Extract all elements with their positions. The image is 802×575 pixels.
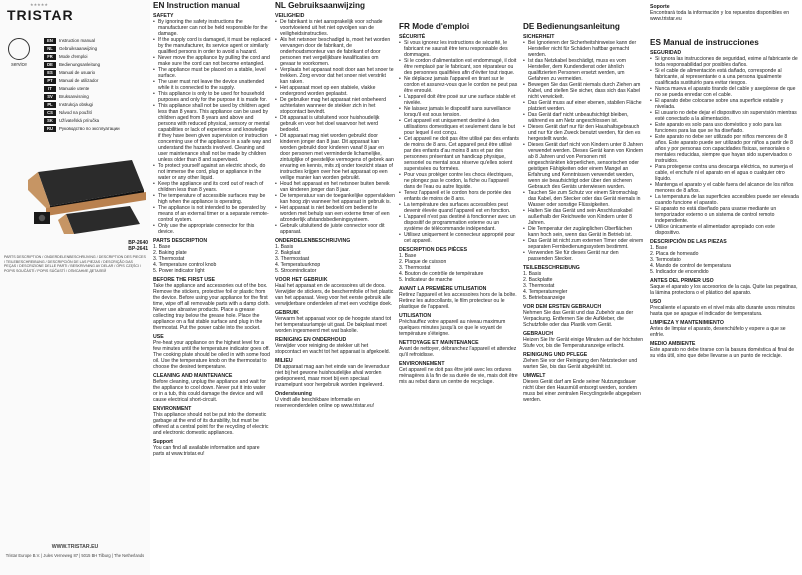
safety-bullet: • Ne déplacez jamais l'appareil en tirant sur le cordon et assurez-vous que le cordon ne peut pas être enroulé. bbox=[399, 76, 519, 94]
brand-logo: TRISTAR bbox=[7, 7, 74, 23]
en-support-text: You can find all available information and spare parts at www.tristar.eu! bbox=[153, 445, 260, 457]
safety-bullet: • La temperatura de las superficies accesibles puede ser elevada cuando funcione el aparato. bbox=[650, 194, 800, 206]
de-title: DE Bedienungsanleitung bbox=[523, 22, 620, 31]
en-before-text: Take the appliance and accessories out of the box. Remove the stickers, protective foil or plastic from the device. Before using your appliance for the first time, wipe off all removable parts with a damp cloth. Never use abrasive products. Place a grease collecting tray below the grease hole. Place the appliance on a flat stable surface and plug in the thermostat. Put the power cable into the socket. bbox=[153, 283, 270, 331]
safety-bullet: • Utilisez uniquement le connecteur approprié pour cet appareil. bbox=[399, 232, 519, 244]
safety-bullet: • Este aparato es solo para uso doméstico y solo para las funciones para las que se ha diseñado. bbox=[650, 122, 800, 134]
en-parts-list bbox=[153, 244, 271, 274]
fr-clean-heading: NETTOYAGE ET MAINTENANCE bbox=[399, 340, 479, 346]
de-parts-list bbox=[523, 271, 644, 301]
part-item: 5. Stroomindicator bbox=[275, 268, 317, 274]
safety-bullet: • Cet appareil ne doit pas être utilisé par des enfants de moins de 8 ans. Cet appareil peut être utilisé par des enfants d'au moins 8 ans et par des personnes présentant un handicap physique, sensoriel ou mental sous réserve qu'elles soient supervisées ou formées. bbox=[399, 136, 519, 172]
en-use-text: Pre-heat your appliance on the highest level for a few minutes until the temperature indicator goes off. The cooking plate should be oiled in with some food oil. Use the temperature knob on the thermostat to choose the desired temperature. bbox=[153, 340, 270, 370]
model-number: BP-2641 bbox=[128, 246, 148, 252]
safety-bullet: • Utilice únicamente el alimentador apropiado con este dispositivo. bbox=[650, 224, 800, 236]
language-name: Instrukcja obsługi bbox=[59, 102, 93, 107]
part-item: 3. Thermostat bbox=[399, 265, 431, 271]
safety-bullet: • Never move the appliance by pulling the cord and make sure the cord can not become entangled. bbox=[153, 55, 271, 67]
de-clean-heading: REINIGUNG UND PFLEGE bbox=[523, 352, 588, 358]
language-code: SK bbox=[44, 118, 56, 124]
es-bullet-list bbox=[650, 56, 800, 236]
part-item: 5. Indicador de encendido bbox=[650, 269, 709, 275]
safety-bullet: • Si vous ignorez les instructions de sécurité, le fabricant ne saurait être tenu responsable des dommages. bbox=[399, 40, 519, 58]
es-support-text: Encontrará toda la información y los repuestos disponibles en www.tristar.eu bbox=[650, 10, 790, 22]
en-clean-text: Before cleaning, unplug the appliance and wait for the appliance to cool down. Never put it into water or in a tub, this could damage the device and will cause electrical short-circuit. bbox=[153, 379, 266, 403]
safety-bullet: • Este aparato no debe ser utilizado por niños menores de 8 años. Este aparato puede ser utilizado por niños a partir de 8 años y por personas con capacidades físicas, sensoriales o mentales reducidas, siempre que hayan sido supervisados o instruidos. bbox=[650, 134, 800, 164]
language-name: Návod na použití bbox=[59, 110, 92, 115]
safety-bullet: • Ist das Netzkabel beschädigt, muss es vom Hersteller, dem Kundendienst oder ähnlich qualifizierten Personen ersetzt werden, um Gefahren zu vermeiden. bbox=[523, 58, 644, 82]
safety-bullet: • The user must not leave the device unattended while it is connected to the supply. bbox=[153, 79, 271, 91]
safety-bullet: • Halten Sie das Gerät und sein Anschlusskabel außerhalb der Reichweite von Kindern unter 8 Jahren. bbox=[523, 208, 644, 226]
es-column bbox=[650, 0, 800, 575]
en-support-heading: Support bbox=[153, 439, 173, 445]
safety-bullet: • Verwenden Sie für dieses Gerät nur den passenden Stecker. bbox=[523, 250, 644, 262]
es-parts-heading: DESCRIPCIÓN DE LAS PIEZAS bbox=[650, 239, 727, 245]
safety-bullet: • If the supply cord is damaged, it must be replaced by the manufacturer, its service agent or similarly qualified persons in order to avoid a hazard. bbox=[153, 37, 271, 55]
safety-bullet: • Als het netsnoer beschadigd is, moet het worden vervangen door de fabrikant, de onderhoudsmonteur van de fabrikant of door personen met vergelijkbare kwalificaties om gevaar te voorkomen. bbox=[275, 37, 395, 67]
es-use-heading: USO bbox=[650, 299, 662, 305]
en-clean-heading: CLEANING AND MAINTENANCE bbox=[153, 373, 233, 379]
nl-safety-heading: VEILIGHEID bbox=[275, 13, 305, 19]
part-item: 3. Termostato bbox=[650, 257, 681, 263]
language-code: NL bbox=[44, 46, 56, 52]
es-clean-text: Antes de limpiar el aparato, desenchúfelo y espere a que se enfríe. bbox=[650, 326, 786, 338]
brand-stars-icon: ★★★★★ bbox=[30, 2, 48, 7]
fr-title: FR Mode d'emploi bbox=[399, 22, 470, 31]
fr-env-heading: ENVIRONNEMENT bbox=[399, 361, 445, 367]
en-parts-heading: PARTS DESCRIPTION bbox=[153, 238, 208, 244]
part-item: 2. Baking plate bbox=[153, 250, 187, 256]
product-image bbox=[24, 150, 146, 234]
en-use-heading: USE bbox=[153, 334, 164, 340]
safety-bullet: • El usuario no debe dejar el dispositivo sin supervisión mientras esté conectado a la alimentación. bbox=[650, 110, 800, 122]
service-label: service bbox=[11, 62, 27, 68]
de-clean-text: Ziehen Sie vor der Reinigung den Netzstecker und warten Sie, bis das Gerät abgekühlt ist. bbox=[523, 358, 638, 370]
language-item bbox=[44, 61, 144, 68]
address: Tristar Europe B.V. | Jules Verneweg 87 | 5015 BH Tilburg | The Netherlands bbox=[5, 553, 145, 558]
language-item bbox=[44, 85, 144, 92]
language-item bbox=[44, 101, 144, 108]
language-item bbox=[44, 69, 144, 76]
safety-bullet: • Houd het apparaat en het netsnoer buiten bereik van kinderen jonger dan 8 jaar. bbox=[275, 181, 395, 193]
de-before-text: Nehmen Sie das Gerät und das Zubehör aus der Verpackung. Entfernen Sie die Aufkleber, die Schutzfolie oder das Plastik vom Gerät. bbox=[523, 310, 634, 328]
de-parts-heading: TEILEBESCHREIBUNG bbox=[523, 265, 580, 271]
service-badge bbox=[4, 38, 34, 68]
language-code: FR bbox=[44, 54, 56, 60]
part-item: 4. Temperatuurknop bbox=[275, 262, 321, 268]
fr-use-heading: UTILISATION bbox=[399, 313, 432, 319]
language-name: Instruction manual bbox=[59, 38, 95, 43]
fr-safety-heading: SÉCURITÉ bbox=[399, 34, 426, 40]
en-safety-intro: • By ignoring the safety instructions the manufacturer can not be held responsible for the damage. bbox=[153, 19, 271, 37]
language-code: PL bbox=[44, 102, 56, 108]
model-numbers bbox=[96, 240, 148, 252]
nl-column bbox=[275, 0, 395, 575]
fr-env-text: Cet appareil ne doit pas être jeté avec les ordures ménagères à la fin de sa durée de vie, mais doit être mis au rebut dans un centre de recyclage. bbox=[399, 367, 518, 385]
language-item bbox=[44, 109, 144, 116]
language-name: Manual de utilizador bbox=[59, 78, 99, 83]
de-safety-heading: SICHERHEIT bbox=[523, 34, 555, 40]
part-item: 2. Bakplaat bbox=[275, 250, 301, 256]
safety-bullet: • This appliance is only to be used for household purposes and only for the purpose it is made for. bbox=[153, 91, 271, 103]
safety-bullet: • Het apparaat is niet bedoeld om bediend te worden met behulp van een externe timer of een afzonderlijk afstandsbedieningsysteem. bbox=[275, 205, 395, 223]
part-item: 4. Temperature control knob bbox=[153, 262, 217, 268]
en-before-heading: BEFORE THE FIRST USE bbox=[153, 277, 215, 283]
es-safety-heading: SEGURIDAD bbox=[650, 50, 682, 56]
de-bullet-list bbox=[523, 40, 644, 262]
part-item: 1. Base bbox=[399, 253, 417, 259]
part-item: 3. Thermostaat bbox=[275, 256, 310, 262]
safety-bullet: • Si ignora las instrucciones de seguridad, exime al fabricante de toda responsabilidad por posibles daños. bbox=[650, 56, 800, 68]
language-code: EN bbox=[44, 38, 56, 44]
safety-bullet: • Si le cordon d'alimentation est endommagé, il doit être remplacé par le fabricant, son réparateur ou des personnes qualifiées afin d'éviter tout risque. bbox=[399, 58, 519, 76]
service-circle-icon bbox=[8, 38, 30, 60]
de-env-heading: UMWELT bbox=[523, 373, 546, 379]
language-code: RU bbox=[44, 126, 56, 132]
language-name: Bruksanvisning bbox=[59, 94, 89, 99]
nl-clean-text: Verwijder voor reiniging de stekker uit het stopcontact en wacht tot het apparaat is afgekoeld. bbox=[275, 343, 390, 355]
language-item bbox=[44, 37, 144, 44]
part-item: 5. Power indicator light bbox=[153, 268, 205, 274]
cover-panel bbox=[0, 0, 150, 575]
language-item bbox=[44, 77, 144, 84]
language-item bbox=[44, 53, 144, 60]
nl-before-text: Haal het apparaat en de accessoires uit de doos. Verwijder de stickers, de beschermfolie of het plastic van het apparaat. Veeg voor het eerste gebruik alle verwijderbare onderdelen af met een vochtige doek. bbox=[275, 283, 394, 307]
nl-use-heading: GEBRUIK bbox=[275, 310, 299, 316]
safety-bullet: • This appliance shall not be used by children aged less than 8 years. This appliance can be used by children aged from 8 years and above and persons with reduced physical, sensory or mental capabilities or lack of experience and knowledge if they have been given supervision or instruction concerning use of the appliance in a safe way and understand the hazards involved. Cleaning and user maintenance shall not be made by children unless older than 8 and supervised. bbox=[153, 103, 271, 163]
safety-bullet: • Dit apparaat mag niet worden gebruikt door kinderen jonger dan 8 jaar. Dit apparaat kan worden gebruikt door kinderen vanaf 8 jaar en door personen met verminderde lichamelijke, zintuiglijke of geestelijke vermogens of gebrek aan ervaring en kennis, mits zij onder toezicht staan of instructies krijgen over hoe het apparaat op een veilige manier kan worden gebruikt. bbox=[275, 133, 395, 181]
safety-bullet: • De gebruiker mag het apparaat niet onbeheerd achterlaten wanneer de stekker zich in het stopcontact bevindt. bbox=[275, 97, 395, 115]
language-name: Руководство по эксплуатации bbox=[59, 126, 120, 131]
language-name: Užívateľská príručka bbox=[59, 118, 100, 123]
temperature-knob-icon bbox=[39, 215, 45, 221]
safety-bullet: • El aparato no está diseñado para usarse mediante un temporizador externo o un sistema de control remoto independiente. bbox=[650, 206, 800, 224]
safety-bullet: • Das Gerät ist nicht zum externen Timer oder einem separaten Fernbedienungssystem bestimmt. bbox=[523, 238, 644, 250]
es-clean-heading: LIMPIEZA Y MANTENIMIENTO bbox=[650, 320, 724, 326]
safety-bullet: • De fabrikant is niet aansprakelijk voor schade voortvloeiend uit het niet opvolgen van de veiligheidsinstructies. bbox=[275, 19, 395, 37]
safety-bullet: • Only use the appropriate connector for this device. bbox=[153, 223, 271, 235]
part-item: 5. Indicateur de marche bbox=[399, 277, 453, 283]
language-code: CS bbox=[44, 110, 56, 116]
language-code: PT bbox=[44, 78, 56, 84]
fr-clean-text: Avant de nettoyer, débranchez l'appareil et attendez qu'il refroidisse. bbox=[399, 346, 517, 358]
es-env-heading: MEDIO AMBIENTE bbox=[650, 341, 696, 347]
de-env-text: Dieses Gerät darf am Ende seiner Nutzungsdauer nicht über den Hausmüll entsorgt werden, sondern muss bei einer zentralen Recyclingstelle abgegeben werden. bbox=[523, 379, 641, 403]
fr-before-heading: AVANT LA PREMIÈRE UTILISATION bbox=[399, 286, 487, 292]
nl-parts-heading: ONDERDELENBESCHRIJVING bbox=[275, 238, 351, 244]
safety-bullet: • Tenez l'appareil et le cordon hors de portée des enfants de moins de 8 ans. bbox=[399, 190, 519, 202]
safety-bullet: • El aparato debe colocarse sobre una superficie estable y nivelada. bbox=[650, 98, 800, 110]
part-item: 1. Basis bbox=[523, 271, 542, 277]
fr-parts-heading: DESCRIPTION DES PIÈCES bbox=[399, 247, 468, 253]
de-before-heading: VOR DEM ERSTEN GEBRAUCH bbox=[523, 304, 602, 310]
es-parts-list bbox=[650, 245, 800, 275]
safety-bullet: • Nunca mueva el aparato tirando del cable y asegúrese de que no se pueda enredar con el cable. bbox=[650, 86, 800, 98]
language-name: Manual de usuario bbox=[59, 70, 96, 75]
language-code: SV bbox=[44, 94, 56, 100]
safety-bullet: • Het apparaat moet op een stabiele, vlakke ondergrond worden geplaatst. bbox=[275, 85, 395, 97]
fr-parts-list bbox=[399, 253, 519, 283]
safety-bullet: • The appliance is not intended to be operated by means of an external timer or a separate remote-control system. bbox=[153, 205, 271, 223]
safety-bullet: • Pour vous protéger contre les chocs électriques, ne plongez pas le cordon, la fiche ou l'appareil dans de l'eau ou autre liquide. bbox=[399, 172, 519, 190]
nl-title: NL Gebruiksaanwijzing bbox=[275, 1, 365, 10]
fr-bullet-list bbox=[399, 40, 519, 244]
fr-before-text: Retirez l'appareil et les accessoires hors de la boîte. Retirez les autocollants, le film protecteur ou le plastique de l'appareil. bbox=[399, 292, 517, 310]
language-code: IT bbox=[44, 86, 56, 92]
part-item: 3. Thermostat bbox=[153, 256, 185, 262]
safety-bullet: • Gebruik uitsluitend de juiste connector voor dit apparaat. bbox=[275, 223, 395, 235]
safety-bullet: • Dieses Gerät darf nicht von Kindern unter 8 Jahren verwendet werden. Dieses Gerät kann von Kindern ab 8 Jahren und von Personen mit eingeschränkten körperlichen, sensorischen oder geistigen Fähigkeiten oder einem Mangel an Erfahrung und Kenntnissen verwendet werden, wenn sie beaufsichtigt oder über den sicheren Gebrauch des Geräts unterwiesen wurden. bbox=[523, 142, 644, 190]
safety-bullet: • Die Temperatur der zugänglichen Oberflächen kann hoch sein, wenn das Gerät in Betrieb ist. bbox=[523, 226, 644, 238]
language-name: Bedienungsanleitung bbox=[59, 62, 101, 67]
safety-bullet: • De temperatuur van de toegankelijke oppervlakken kan hoog zijn wanneer het apparaat in gebruik is. bbox=[275, 193, 395, 205]
language-code: DE bbox=[44, 62, 56, 68]
part-codes: PARTS DESCRIPTION / ONDERDELENBESCHRIJVING / DESCRIPTION DES PIECES / TEILEBESCHREIBUNG / DESCRIPCIÓN DE LAS PIEZAS / DESCRIÇÃO DAS PEÇAS / DESCRIZIONE DELLE PARTI / BESKRIVNING AV DELAR / OPIS CZĘŚCI / POPIS SOUČÁSTÍ / POPIS SÚČASTÍ / ОПИСАНИЕ ДЕТАЛЕЙ bbox=[4, 255, 146, 273]
safety-bullet: • Cet appareil est uniquement destiné à des utilisations domestiques et seulement dans le but pour lequel il est conçu. bbox=[399, 118, 519, 136]
es-env-text: Este aparato no debe tirarse con la basura doméstica al final de su vida útil, sino que debe llevarse a un punto de reciclaje. bbox=[650, 347, 795, 359]
language-list bbox=[44, 37, 144, 133]
safety-bullet: • Para protegerse contra una descarga eléctrica, no sumerja el cable, el enchufe ni el aparato en el agua o cualquier otro líquido. bbox=[650, 164, 800, 182]
nl-clean-heading: REINIGING EN ONDERHOUD bbox=[275, 337, 347, 343]
safety-bullet: • Dieses Gerät darf nur für den Haushaltsgebrauch und nur für den Zweck benutzt werden, für den es hergestellt wurde. bbox=[523, 124, 644, 142]
part-item: 3. Thermostat bbox=[523, 283, 555, 289]
language-item bbox=[44, 45, 144, 52]
part-item: 2. Backplatte bbox=[523, 277, 553, 283]
es-before-text: Saque el aparato y los accesorios de la caja. Quite las pegatinas, la lámina protectora o el plástico del aparato. bbox=[650, 284, 798, 296]
part-item: 4. Temperaturregler bbox=[523, 289, 568, 295]
language-name: Manuale utente bbox=[59, 86, 90, 91]
es-support-heading: Soporte bbox=[650, 4, 670, 10]
safety-bullet: • The appliance must be placed on a stable, level surface. bbox=[153, 67, 271, 79]
safety-bullet: • Si el cable de alimentación está dañado, corresponde al fabricante, al representante o a una persona igualmente cualificada sustituirlo para evitar riesgos. bbox=[650, 68, 800, 86]
safety-bullet: • Verplaats het apparaat nooit door aan het snoer te trekken. Zorg ervoor dat het snoer niet verstrikt kan raken. bbox=[275, 67, 395, 85]
en-env-text: This appliance should not be put into the domestic garbage at the end of its durability, but must be offered at a central point for the recycling of electric and electronic domestic appliances. bbox=[153, 412, 269, 436]
safety-bullet: • The temperature of accessible surfaces may be high when the appliance is operating. bbox=[153, 193, 271, 205]
website: WWW.TRISTAR.EU bbox=[51, 544, 99, 550]
nl-support-heading: Ondersteuning bbox=[275, 391, 312, 397]
nl-bullet-list bbox=[275, 19, 395, 235]
en-env-heading: ENVIRONMENT bbox=[153, 406, 192, 412]
language-item bbox=[44, 93, 144, 100]
nl-before-heading: VOOR HET GEBRUIK bbox=[275, 277, 328, 283]
safety-bullet: • Ne laissez jamais le dispositif sans surveillance lorsqu'il est sous tension. bbox=[399, 106, 519, 118]
fr-column bbox=[399, 0, 519, 575]
language-name: Gebruiksaanwijzing bbox=[59, 46, 98, 51]
nl-support-text: U vindt alle beschikbare informatie en reserveonderdelen online op www.tristar.eu! bbox=[275, 397, 375, 409]
part-item: 5. Betriebsanzeige bbox=[523, 295, 566, 301]
safety-bullet: • Dit apparaat is uitsluitend voor huishoudelijk gebruik en voor het doel waarvoor het werd bedoeld. bbox=[275, 115, 395, 133]
en-safety-heading: SAFETY bbox=[153, 13, 174, 19]
part-item: 2. Plaque de cuisson bbox=[399, 259, 447, 265]
en-column bbox=[153, 0, 271, 575]
part-item: 2. Placa de horneado bbox=[650, 251, 699, 257]
language-item bbox=[44, 117, 144, 124]
safety-bullet: • Tauchen Sie zum Schutz vor einem Stromschlag das Kabel, den Stecker oder das Gerät niemals in Wasser oder sonstige Flüssigkeiten. bbox=[523, 190, 644, 208]
safety-bullet: • Bei Ignorieren der Sicherheitshinweise kann der Hersteller nicht für Schäden haftbar gemacht werden. bbox=[523, 40, 644, 58]
part-item: 1. Base bbox=[153, 244, 171, 250]
fr-use-text: Préchauffez votre appareil au niveau maximum quelques minutes jusqu'à ce que le voyant de température s'éteigne. bbox=[399, 319, 506, 337]
safety-bullet: • Mantenga el aparato y el cable fuera del alcance de los niños menores de 8 años. bbox=[650, 182, 800, 194]
de-column bbox=[523, 0, 644, 575]
safety-bullet: • L'appareil doit être posé sur une surface stable et nivelée. bbox=[399, 94, 519, 106]
nl-use-text: Verwarm het apparaat voor op de hoogste stand tot het temperatuurlampje uit gaat. De bakplaat moet worden ingesmeerd met wat bakolie. bbox=[275, 316, 392, 334]
language-item bbox=[44, 125, 144, 132]
safety-bullet: • La température des surfaces accessibles peut devenir élevée quand l'appareil est en fonction. bbox=[399, 202, 519, 214]
safety-bullet: • To protect yourself against an electric shock, do not immerse the cord, plug or appliance in the water or any other liquid. bbox=[153, 163, 271, 181]
safety-bullet: • L'appareil n'est pas destiné à fonctionner avec un dispositif de programmation externe ou un système de télécommande indépendant. bbox=[399, 214, 519, 232]
part-item: 4. Bouton de contrôle de température bbox=[399, 271, 484, 277]
part-item: 1. Base bbox=[650, 245, 668, 251]
language-code: ES bbox=[44, 70, 56, 76]
model-number: BP-2640 bbox=[128, 240, 148, 246]
safety-bullet: • Bewegen Sie das Gerät niemals durch Ziehen am Kabel, und stellen Sie sicher, dass sich das Kabel nicht verwickelt. bbox=[523, 82, 644, 100]
nl-env-heading: MILIEU bbox=[275, 358, 293, 364]
safety-bullet: • Das Gerät muss auf einer ebenen, stabilen Fläche platziert werden. bbox=[523, 100, 644, 112]
es-before-heading: ANTES DEL PRIMER USO bbox=[650, 278, 714, 284]
de-use-text: Heizen Sie Ihr Gerät einige Minuten auf der höchsten Stufe vor, bis die Temperaturanzeige erlischt. bbox=[523, 337, 644, 349]
nl-env-text: Dit apparaat mag aan het einde van de levensduur niet bij het gewone huishoudelijke afval worden gedeponeerd, maar moet bij een speciaal inzamelpunt voor hergebruik worden ingeleverd. bbox=[275, 364, 390, 388]
part-item: 4. Mando de control de temperatura bbox=[650, 263, 731, 269]
en-title: EN Instruction manual bbox=[153, 1, 240, 10]
nl-parts-list bbox=[275, 244, 395, 274]
part-item: 1. Basis bbox=[275, 244, 294, 250]
en-bullet-list bbox=[153, 37, 271, 235]
safety-bullet: • Keep the appliance and its cord out of reach of children less than 8 years. bbox=[153, 181, 271, 193]
de-use-heading: GEBRAUCH bbox=[523, 331, 553, 337]
safety-bullet: • Das Gerät darf nicht unbeaufsichtigt bleiben, während es am Netz angeschlossen ist. bbox=[523, 112, 644, 124]
es-use-text: Precaliente el aparato en el nivel más alto durante unos minutos hasta que se apague el indicador de temperatura. bbox=[650, 305, 795, 317]
language-name: Mode d'emploi bbox=[59, 54, 88, 59]
es-title: ES Manual de instrucciones bbox=[650, 38, 759, 47]
